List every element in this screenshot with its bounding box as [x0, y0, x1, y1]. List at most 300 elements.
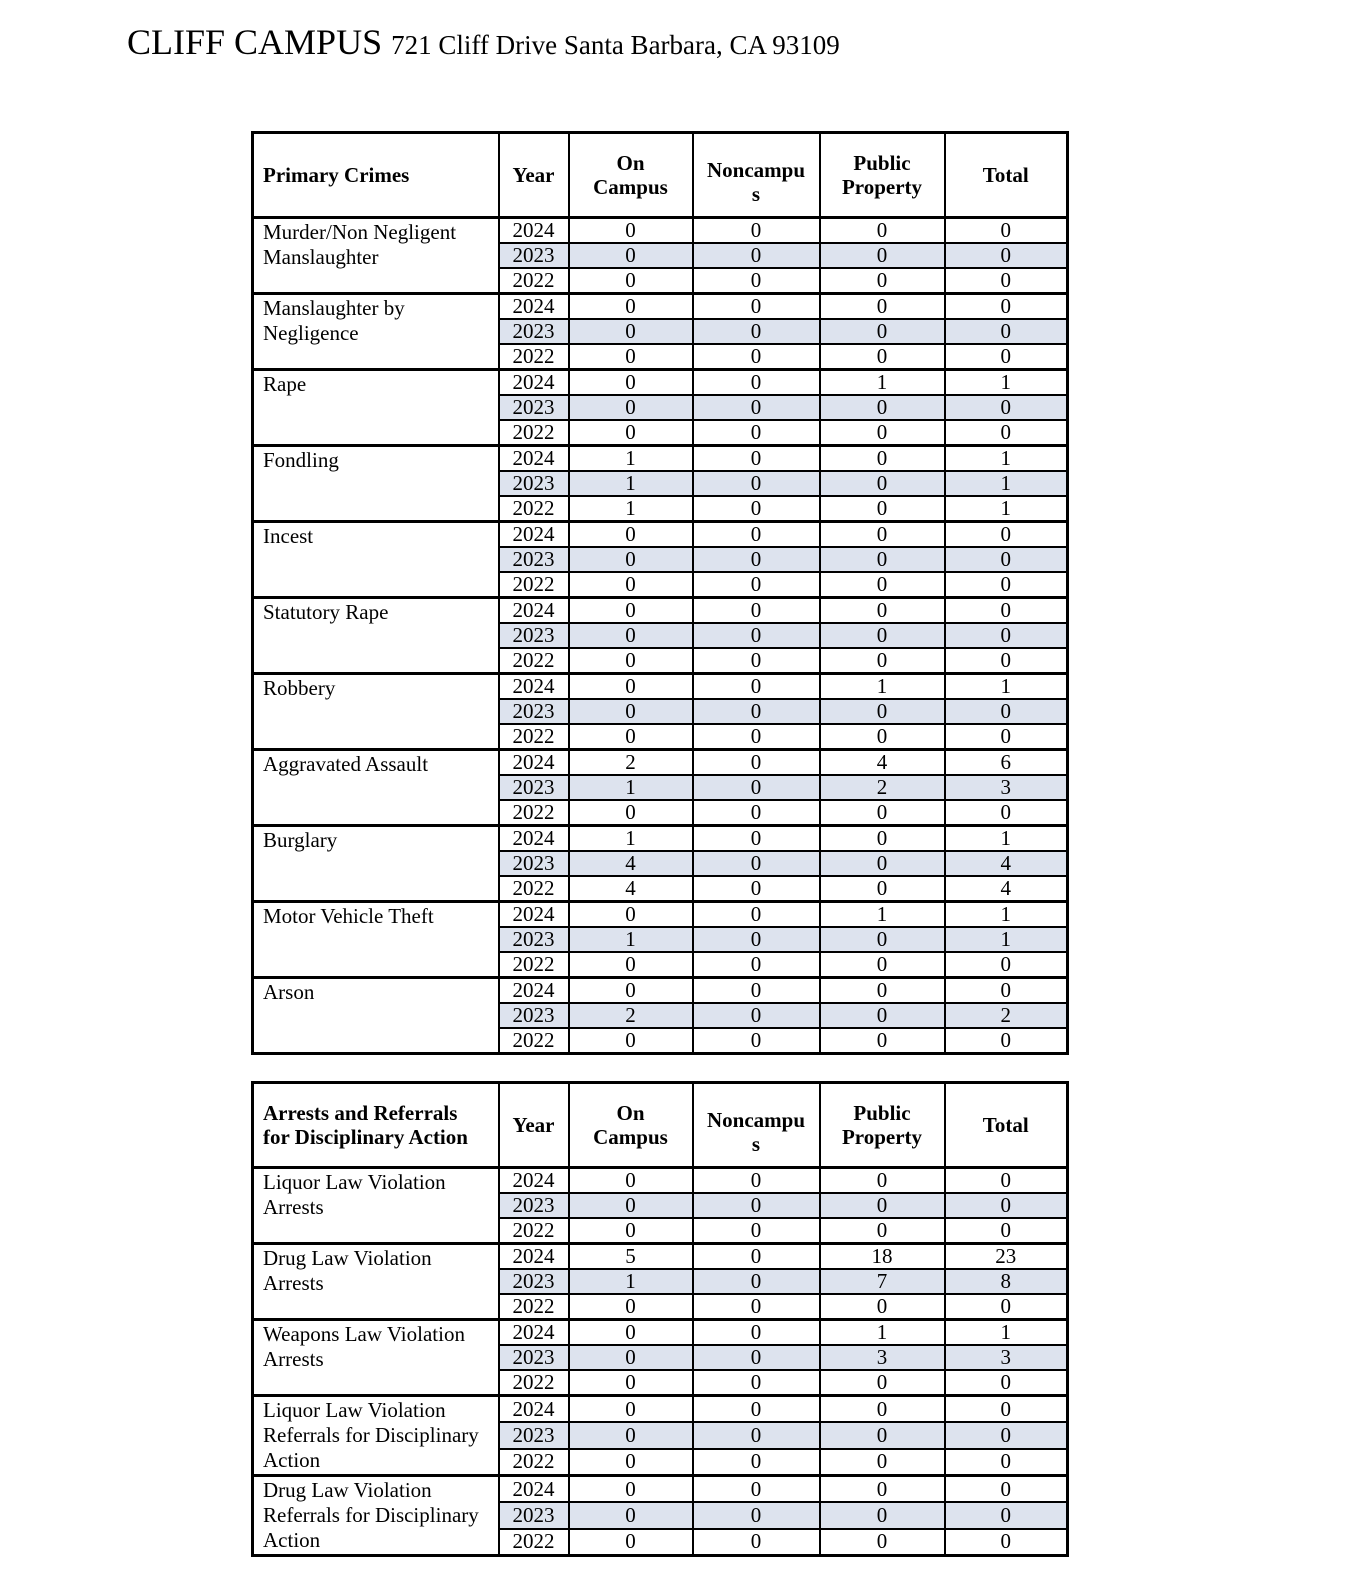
col-header-on-campus-label: On Campus: [593, 1101, 668, 1149]
value-cell-noncampus: 0: [693, 775, 820, 800]
value-cell-on-campus: 0: [569, 319, 693, 344]
value-cell-total: 3: [945, 775, 1068, 800]
year-cell: 2024: [499, 446, 569, 472]
year-cell: 2024: [499, 902, 569, 928]
value-cell-total: 1: [945, 370, 1068, 396]
value-cell-noncampus: 0: [693, 1193, 820, 1218]
category-cell: [253, 598, 499, 674]
value-cell-on-campus: 4: [569, 851, 693, 876]
value-cell-on-campus: 1: [569, 927, 693, 952]
year-cell: 2023: [499, 319, 569, 344]
value-cell-total: 23: [945, 1244, 1068, 1270]
value-cell-public-property: 0: [820, 1168, 945, 1194]
value-cell-public-property: 0: [820, 826, 945, 852]
value-cell-public-property: 0: [820, 1449, 945, 1476]
category-cell: [253, 446, 499, 522]
value-cell-public-property: 0: [820, 1193, 945, 1218]
value-cell-public-property: 4: [820, 750, 945, 776]
year-cell: 2023: [499, 1502, 569, 1528]
value-cell-on-campus: 1: [569, 496, 693, 522]
value-cell-public-property: 1: [820, 902, 945, 928]
value-cell-noncampus: 0: [693, 572, 820, 598]
value-cell-on-campus: 0: [569, 1218, 693, 1244]
category-label: Rape: [263, 372, 307, 396]
value-cell-public-property: 0: [820, 1370, 945, 1396]
value-cell-noncampus: 0: [693, 319, 820, 344]
primary-crimes-table-head: [253, 133, 1068, 218]
category-label: Statutory Rape: [263, 600, 389, 624]
year-cell: 2023: [499, 699, 569, 724]
value-cell-noncampus: 0: [693, 522, 820, 548]
value-cell-on-campus: 0: [569, 344, 693, 370]
category-cell: [253, 1476, 499, 1556]
value-cell-noncampus: 0: [693, 1529, 820, 1556]
value-cell-on-campus: 0: [569, 547, 693, 572]
value-cell-on-campus: 0: [569, 1502, 693, 1528]
value-cell-on-campus: 0: [569, 218, 693, 244]
value-cell-public-property: 0: [820, 978, 945, 1004]
year-row-burglary-2024: [253, 826, 1068, 852]
year-row-arson-2024: [253, 978, 1068, 1004]
year-row-drug-law-violation-arrests-2024: [253, 1244, 1068, 1270]
value-cell-noncampus: 0: [693, 1476, 820, 1503]
year-row-aggravated-assault-2024: [253, 750, 1068, 776]
value-cell-public-property: 0: [820, 1396, 945, 1423]
value-cell-public-property: 0: [820, 446, 945, 472]
col-header-total-label: Total: [982, 1113, 1029, 1137]
value-cell-public-property: 7: [820, 1269, 945, 1294]
primary-crimes-table: [251, 131, 1069, 1055]
value-cell-on-campus: 0: [569, 1370, 693, 1396]
value-cell-noncampus: 0: [693, 851, 820, 876]
value-cell-public-property: 0: [820, 927, 945, 952]
value-cell-public-property: 0: [820, 1028, 945, 1054]
table-title: [253, 1083, 499, 1168]
value-cell-on-campus: 0: [569, 1028, 693, 1054]
year-cell: 2022: [499, 420, 569, 446]
value-cell-noncampus: 0: [693, 1345, 820, 1370]
value-cell-public-property: 0: [820, 876, 945, 902]
col-header-on-campus: [569, 133, 693, 218]
year-cell: 2024: [499, 294, 569, 320]
value-cell-on-campus: 0: [569, 1396, 693, 1423]
year-cell: 2023: [499, 851, 569, 876]
value-cell-on-campus: 0: [569, 699, 693, 724]
year-cell: 2024: [499, 674, 569, 700]
col-header-total-label: Total: [982, 163, 1029, 187]
year-row-incest-2024: [253, 522, 1068, 548]
value-cell-total: 6: [945, 750, 1068, 776]
value-cell-public-property: 0: [820, 268, 945, 294]
value-cell-total: 4: [945, 851, 1068, 876]
value-cell-noncampus: 0: [693, 1168, 820, 1194]
year-cell: 2024: [499, 370, 569, 396]
value-cell-noncampus: 0: [693, 294, 820, 320]
value-cell-on-campus: 1: [569, 1269, 693, 1294]
value-cell-total: 0: [945, 952, 1068, 978]
year-cell: 2024: [499, 978, 569, 1004]
year-cell: 2022: [499, 268, 569, 294]
col-header-public-property: [820, 1083, 945, 1168]
value-cell-public-property: 0: [820, 648, 945, 674]
value-cell-on-campus: 4: [569, 876, 693, 902]
value-cell-noncampus: 0: [693, 978, 820, 1004]
value-cell-on-campus: 0: [569, 420, 693, 446]
value-cell-noncampus: 0: [693, 826, 820, 852]
value-cell-public-property: 0: [820, 1003, 945, 1028]
value-cell-total: 0: [945, 319, 1068, 344]
year-cell: 2022: [499, 1028, 569, 1054]
value-cell-public-property: 0: [820, 1502, 945, 1528]
value-cell-noncampus: 0: [693, 598, 820, 624]
value-cell-public-property: 0: [820, 1476, 945, 1503]
year-header-label: Year: [512, 1113, 555, 1137]
value-cell-public-property: 0: [820, 952, 945, 978]
value-cell-noncampus: 0: [693, 623, 820, 648]
value-cell-total: 0: [945, 1294, 1068, 1320]
value-cell-total: 1: [945, 927, 1068, 952]
value-cell-public-property: 0: [820, 1294, 945, 1320]
value-cell-on-campus: 0: [569, 1449, 693, 1476]
value-cell-total: 0: [945, 572, 1068, 598]
campus-address: 721 Cliff Drive Santa Barbara, CA 93109: [391, 30, 840, 60]
value-cell-noncampus: 0: [693, 344, 820, 370]
year-cell: 2023: [499, 1003, 569, 1028]
year-cell: 2023: [499, 775, 569, 800]
value-cell-total: 0: [945, 699, 1068, 724]
value-cell-total: 0: [945, 1476, 1068, 1503]
year-cell: 2023: [499, 623, 569, 648]
value-cell-noncampus: 0: [693, 471, 820, 496]
value-cell-on-campus: 0: [569, 294, 693, 320]
year-cell: 2022: [499, 1449, 569, 1476]
year-cell: 2023: [499, 547, 569, 572]
value-cell-public-property: 0: [820, 851, 945, 876]
value-cell-total: 0: [945, 1422, 1068, 1448]
value-cell-noncampus: 0: [693, 1320, 820, 1346]
col-header-noncampus-label: Noncampus: [706, 158, 806, 206]
value-cell-noncampus: 0: [693, 268, 820, 294]
value-cell-total: 3: [945, 1345, 1068, 1370]
category-cell: [253, 978, 499, 1054]
category-label: Liquor Law Violation Arrests: [263, 1170, 446, 1219]
value-cell-on-campus: 0: [569, 370, 693, 396]
year-cell: 2024: [499, 1396, 569, 1423]
value-cell-on-campus: 1: [569, 446, 693, 472]
value-cell-noncampus: 0: [693, 420, 820, 446]
col-header-noncampus-label: Noncampus: [706, 1108, 806, 1156]
value-cell-total: 0: [945, 1218, 1068, 1244]
col-header-noncampus: [693, 1083, 820, 1168]
category-label: Manslaughter by Negligence: [263, 296, 405, 345]
value-cell-noncampus: 0: [693, 218, 820, 244]
value-cell-noncampus: 0: [693, 370, 820, 396]
value-cell-on-campus: 0: [569, 902, 693, 928]
category-cell: [253, 294, 499, 370]
year-cell: 2022: [499, 496, 569, 522]
value-cell-noncampus: 0: [693, 876, 820, 902]
value-cell-total: 0: [945, 1529, 1068, 1556]
value-cell-noncampus: 0: [693, 547, 820, 572]
year-cell: 2022: [499, 1370, 569, 1396]
value-cell-noncampus: 0: [693, 1422, 820, 1448]
value-cell-public-property: 0: [820, 598, 945, 624]
category-cell: [253, 1320, 499, 1396]
category-label: Arson: [263, 980, 315, 1004]
value-cell-public-property: 0: [820, 572, 945, 598]
value-cell-total: 1: [945, 902, 1068, 928]
year-cell: 2023: [499, 927, 569, 952]
value-cell-public-property: 0: [820, 699, 945, 724]
value-cell-noncampus: 0: [693, 699, 820, 724]
value-cell-on-campus: 0: [569, 674, 693, 700]
campus-name: CLIFF CAMPUS: [127, 22, 383, 62]
year-row-fondling-2024: [253, 446, 1068, 472]
year-cell: 2023: [499, 1422, 569, 1448]
value-cell-noncampus: 0: [693, 800, 820, 826]
value-cell-public-property: 1: [820, 370, 945, 396]
value-cell-noncampus: 0: [693, 952, 820, 978]
value-cell-noncampus: 0: [693, 674, 820, 700]
value-cell-public-property: 0: [820, 395, 945, 420]
category-label: Motor Vehicle Theft: [263, 904, 434, 928]
category-label: Robbery: [263, 676, 336, 700]
value-cell-public-property: 18: [820, 1244, 945, 1270]
col-header-on-campus: [569, 1083, 693, 1168]
year-cell: 2022: [499, 572, 569, 598]
year-cell: 2022: [499, 344, 569, 370]
value-cell-public-property: 0: [820, 471, 945, 496]
value-cell-total: 0: [945, 1396, 1068, 1423]
year-cell: 2022: [499, 1218, 569, 1244]
value-cell-total: 0: [945, 648, 1068, 674]
value-cell-total: 0: [945, 598, 1068, 624]
value-cell-public-property: 0: [820, 420, 945, 446]
value-cell-on-campus: 0: [569, 1294, 693, 1320]
year-cell: 2023: [499, 1345, 569, 1370]
value-cell-on-campus: 0: [569, 243, 693, 268]
category-cell: [253, 1244, 499, 1320]
value-cell-public-property: 0: [820, 496, 945, 522]
value-cell-total: 0: [945, 547, 1068, 572]
value-cell-on-campus: 2: [569, 1003, 693, 1028]
value-cell-public-property: 0: [820, 623, 945, 648]
year-cell: 2024: [499, 750, 569, 776]
col-header-public-property: [820, 133, 945, 218]
value-cell-on-campus: 0: [569, 800, 693, 826]
value-cell-total: 1: [945, 446, 1068, 472]
category-label: Weapons Law Violation Arrests: [263, 1322, 465, 1371]
category-cell: [253, 1396, 499, 1476]
value-cell-public-property: 0: [820, 1218, 945, 1244]
value-cell-on-campus: 0: [569, 623, 693, 648]
year-row-manslaughter-by-negligence-2024: [253, 294, 1068, 320]
year-row-drug-law-violation-referrals-for-disciplinary-action-2024: [253, 1476, 1068, 1503]
value-cell-on-campus: 1: [569, 826, 693, 852]
value-cell-noncampus: 0: [693, 243, 820, 268]
value-cell-noncampus: 0: [693, 1218, 820, 1244]
value-cell-total: 0: [945, 623, 1068, 648]
value-cell-noncampus: 0: [693, 1003, 820, 1028]
table-title-label: Arrests and Referrals for Disciplinary Action: [263, 1101, 468, 1149]
value-cell-noncampus: 0: [693, 1269, 820, 1294]
value-cell-total: 0: [945, 1449, 1068, 1476]
value-cell-noncampus: 0: [693, 927, 820, 952]
table-title: [253, 133, 499, 218]
value-cell-noncampus: 0: [693, 446, 820, 472]
value-cell-total: 4: [945, 876, 1068, 902]
year-cell: 2024: [499, 598, 569, 624]
value-cell-public-property: 0: [820, 1422, 945, 1448]
value-cell-public-property: 0: [820, 344, 945, 370]
value-cell-on-campus: 0: [569, 1320, 693, 1346]
value-cell-total: 1: [945, 1320, 1068, 1346]
table-title-label: Primary Crimes: [263, 163, 410, 187]
value-cell-public-property: 0: [820, 218, 945, 244]
value-cell-noncampus: 0: [693, 496, 820, 522]
header-row: [253, 1083, 1068, 1168]
value-cell-public-property: 0: [820, 800, 945, 826]
value-cell-on-campus: 0: [569, 1345, 693, 1370]
year-cell: 2023: [499, 1269, 569, 1294]
value-cell-on-campus: 0: [569, 978, 693, 1004]
value-cell-noncampus: 0: [693, 1370, 820, 1396]
value-cell-noncampus: 0: [693, 1396, 820, 1423]
value-cell-total: 0: [945, 218, 1068, 244]
primary-crimes-table-body: [253, 218, 1068, 1054]
year-row-murder-non-negligent-manslaughter-2024: [253, 218, 1068, 244]
value-cell-public-property: 1: [820, 674, 945, 700]
category-label: Burglary: [263, 828, 338, 852]
col-header-noncampus: [693, 133, 820, 218]
col-header-total: [945, 1083, 1068, 1168]
year-header: [499, 1083, 569, 1168]
year-row-weapons-law-violation-arrests-2024: [253, 1320, 1068, 1346]
category-cell: [253, 826, 499, 902]
value-cell-total: 0: [945, 395, 1068, 420]
document-header: [127, 20, 840, 64]
value-cell-on-campus: 0: [569, 268, 693, 294]
value-cell-total: 0: [945, 420, 1068, 446]
value-cell-total: 0: [945, 1193, 1068, 1218]
value-cell-noncampus: 0: [693, 1449, 820, 1476]
tables-region: [251, 131, 1066, 1557]
year-header-label: Year: [512, 163, 555, 187]
value-cell-on-campus: 2: [569, 750, 693, 776]
arrests-referrals-table-body: [253, 1168, 1068, 1556]
year-cell: 2023: [499, 243, 569, 268]
col-header-public-property-label: Public Property: [841, 1101, 923, 1149]
value-cell-total: 0: [945, 344, 1068, 370]
value-cell-public-property: 3: [820, 1345, 945, 1370]
value-cell-on-campus: 0: [569, 598, 693, 624]
value-cell-public-property: 0: [820, 547, 945, 572]
value-cell-total: 0: [945, 268, 1068, 294]
value-cell-public-property: 0: [820, 319, 945, 344]
year-cell: 2022: [499, 1294, 569, 1320]
category-cell: [253, 1168, 499, 1244]
category-label: Fondling: [263, 448, 339, 472]
arrests-referrals-table-head: [253, 1083, 1068, 1168]
year-cell: 2022: [499, 1529, 569, 1556]
value-cell-public-property: 0: [820, 294, 945, 320]
value-cell-total: 0: [945, 294, 1068, 320]
year-cell: 2022: [499, 876, 569, 902]
year-row-liquor-law-violation-arrests-2024: [253, 1168, 1068, 1194]
col-header-on-campus-label: On Campus: [593, 151, 668, 199]
year-row-statutory-rape-2024: [253, 598, 1068, 624]
value-cell-on-campus: 0: [569, 395, 693, 420]
value-cell-on-campus: 0: [569, 1422, 693, 1448]
col-header-public-property-label: Public Property: [841, 151, 923, 199]
value-cell-on-campus: 0: [569, 1476, 693, 1503]
arrests-referrals-table: [251, 1081, 1069, 1557]
category-label: Liquor Law Violation Referrals for Disciplinary Action: [263, 1398, 479, 1472]
category-cell: [253, 370, 499, 446]
year-cell: 2022: [499, 800, 569, 826]
value-cell-noncampus: 0: [693, 1502, 820, 1528]
value-cell-total: 0: [945, 724, 1068, 750]
value-cell-noncampus: 0: [693, 750, 820, 776]
year-header: [499, 133, 569, 218]
year-cell: 2023: [499, 395, 569, 420]
year-cell: 2023: [499, 471, 569, 496]
value-cell-on-campus: 0: [569, 724, 693, 750]
year-cell: 2023: [499, 1193, 569, 1218]
value-cell-public-property: 0: [820, 522, 945, 548]
year-cell: 2022: [499, 648, 569, 674]
category-label: Aggravated Assault: [263, 752, 429, 776]
value-cell-noncampus: 0: [693, 724, 820, 750]
value-cell-on-campus: 5: [569, 1244, 693, 1270]
value-cell-total: 0: [945, 1370, 1068, 1396]
value-cell-public-property: 1: [820, 1320, 945, 1346]
value-cell-noncampus: 0: [693, 1294, 820, 1320]
year-cell: 2024: [499, 1168, 569, 1194]
value-cell-total: 0: [945, 1028, 1068, 1054]
category-label: Drug Law Violation Referrals for Disciplinary Action: [263, 1478, 479, 1552]
value-cell-public-property: 0: [820, 243, 945, 268]
value-cell-on-campus: 0: [569, 572, 693, 598]
value-cell-total: 0: [945, 978, 1068, 1004]
value-cell-total: 0: [945, 1168, 1068, 1194]
value-cell-on-campus: 1: [569, 471, 693, 496]
year-row-rape-2024: [253, 370, 1068, 396]
year-cell: 2022: [499, 724, 569, 750]
header-row: [253, 133, 1068, 218]
category-label: Incest: [263, 524, 314, 548]
col-header-total: [945, 133, 1068, 218]
value-cell-on-campus: 0: [569, 1168, 693, 1194]
year-row-motor-vehicle-theft-2024: [253, 902, 1068, 928]
value-cell-total: 0: [945, 800, 1068, 826]
value-cell-noncampus: 0: [693, 395, 820, 420]
year-cell: 2022: [499, 952, 569, 978]
category-cell: [253, 522, 499, 598]
category-cell: [253, 218, 499, 294]
value-cell-total: 8: [945, 1269, 1068, 1294]
value-cell-on-campus: 1: [569, 775, 693, 800]
value-cell-public-property: 0: [820, 1529, 945, 1556]
year-cell: 2024: [499, 1244, 569, 1270]
category-label: Drug Law Violation Arrests: [263, 1246, 432, 1295]
category-cell: [253, 902, 499, 978]
category-cell: [253, 750, 499, 826]
value-cell-public-property: 0: [820, 724, 945, 750]
value-cell-on-campus: 0: [569, 952, 693, 978]
value-cell-total: 1: [945, 826, 1068, 852]
value-cell-public-property: 2: [820, 775, 945, 800]
